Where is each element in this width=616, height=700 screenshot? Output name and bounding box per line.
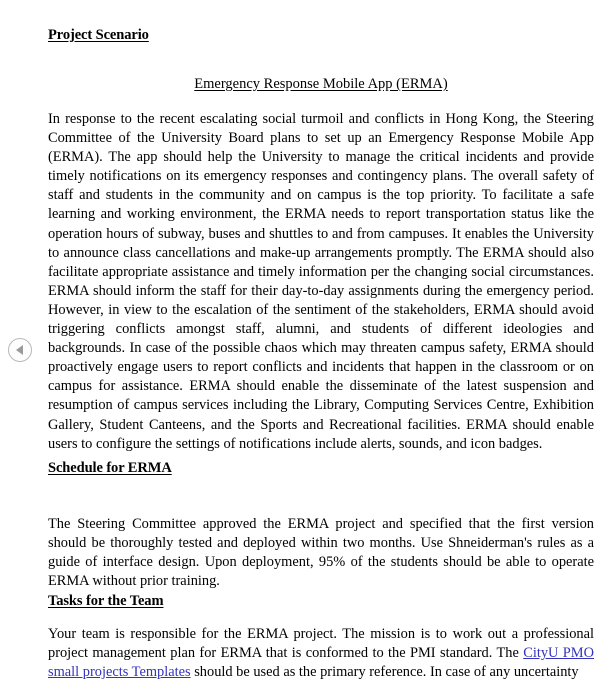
previous-page-button[interactable] [8, 338, 32, 362]
triangle-left-icon [16, 345, 23, 355]
heading-tasks-for-the-team: Tasks for the Team [48, 593, 164, 609]
tasks-text-after-link: should be used as the primary reference. In case of any uncertainty [190, 664, 579, 681]
heading-schedule-for-erma: Schedule for ERMA [48, 460, 172, 476]
document-title: Emergency Response Mobile App (ERMA) [194, 76, 448, 92]
heading-project-scenario: Project Scenario [48, 27, 149, 43]
cityu-pmo-templates-link[interactable]: CityU PMO small projects Templates [48, 645, 594, 681]
paragraph-tasks [48, 625, 594, 682]
paragraph-schedule: The Steering Committee approved the ERMA project and specified that the first version should be thoroughly tested and deployed within two months. Use Shneiderman's rules as a guide of interface design. Upon deployment, 95% of the students should be able to operate ERMA without prior training. [48, 516, 594, 590]
paragraph-scenario: In response to the recent escalating social turmoil and conflicts in Hong Kong, the Steering Committee of the University Board plans to set up an Emergency Response Mobile App (ERMA). The app should help the University to manage the critical incidents and provide timely notifications on its emergency responses and contingency plans. The overall safety of staff and students in the community and on campus is the top priority. To facilitate a safe learning and working environment, the ERMA needs to report transportation status like the operation hours of subway, buses and shuttles to and from campuses. It enables the University to announce class cancellations and make-up arrangements promptly. The ERMA should also facilitate appropriate assistance and timely information per the changing social circumstances. ERMA should inform the staff for their day-to-day assignments during the emergency period. However, in view to the escalation of the sentiment of the stakeholders, ERMA should avoid triggering conflicts amongst staff, alumni, and students of different ideologies and backgrounds. In case of the possible chaos which may threaten campus safety, ERMA should proactively engage users to report conflicts and incidents that happen in the classroom or on campus for assistance. ERMA should enable the disseminate of the latest suspension and resumption of campus services including the Library, Computing Services Centre, Exhibition Gallery, Student Canteens, and the Sports and Recreational facilities. ERMA should enable users to configure the settings of notifications include alerts, sounds, and icon badges. [48, 111, 594, 452]
tasks-text-before-link: Your team is responsible for the ERMA project. The mission is to work out a professional project management plan for ERMA that is conformed to the PMI standard. The [48, 626, 594, 662]
